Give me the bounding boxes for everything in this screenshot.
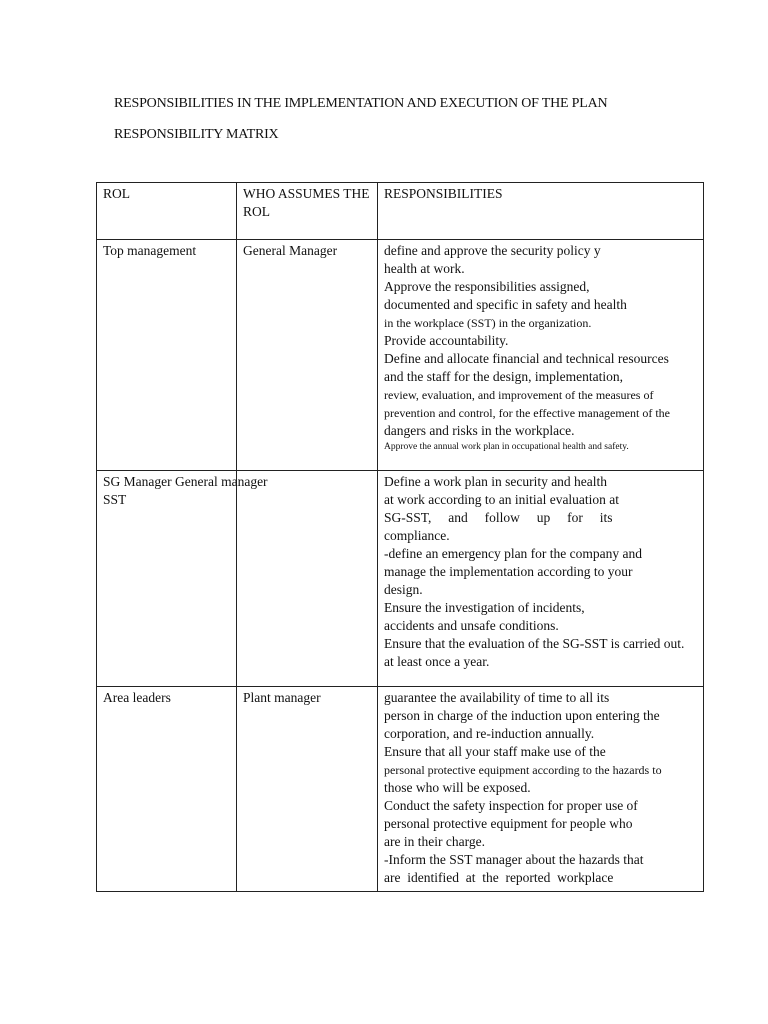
responsibility-line: personal protective equipment for people who (384, 816, 633, 831)
table-row (97, 687, 704, 892)
row-who-cell (237, 471, 378, 687)
header-role (97, 183, 237, 240)
row-role-cell (97, 240, 237, 471)
responsibility-line: -Inform the SST manager about the hazards that (384, 852, 644, 867)
responsibility-line: Define and allocate financial and technical resources (384, 351, 669, 366)
header-responsibilities (378, 183, 704, 240)
responsibility-line: Conduct the safety inspection for proper use of (384, 798, 638, 813)
row-who: Plant manager (243, 690, 321, 705)
responsibility-line: SG-SST, and follow up for its (384, 510, 613, 525)
row-responsibilities-cell (378, 687, 704, 892)
row-role-cell (97, 471, 268, 687)
table-row (97, 471, 704, 687)
responsibility-line: health at work. (384, 261, 465, 276)
document-subtitle: RESPONSIBILITY MATRIX (114, 127, 279, 142)
responsibility-line: at least once a year. (384, 654, 490, 669)
row-responsibilities-cell (378, 471, 704, 687)
responsibility-line: corporation, and re-induction annually. (384, 726, 595, 741)
responsibility-line: in the workplace (SST) in the organization. (384, 316, 592, 330)
responsibility-line: define and approve the security policy y (384, 243, 601, 258)
responsibility-line: review, evaluation, and improvement of the measures of (384, 388, 654, 402)
responsibility-line: dangers and risks in the workplace. (384, 423, 575, 438)
responsibility-line: person in charge of the induction upon entering the (384, 708, 660, 723)
header-who (237, 183, 378, 240)
header-responsibilities-label: RESPONSIBILITIES (384, 186, 503, 201)
responsibility-line: compliance. (384, 528, 450, 543)
responsibility-line: documented and specific in safety and health (384, 297, 627, 312)
header-who-label: WHO ASSUMES THE ROL (243, 186, 370, 219)
responsibility-line: are identified at the reported workplace (384, 870, 614, 885)
row-who-cell (237, 687, 378, 892)
responsibility-line: prevention and control, for the effective management of the (384, 406, 670, 420)
row-role: Area leaders (103, 690, 171, 705)
responsibility-matrix-table (96, 182, 704, 892)
responsibility-line: are in their charge. (384, 834, 485, 849)
row-responsibilities-cell (378, 240, 704, 471)
responsibility-line: Approve the annual work plan in occupational health and safety. (384, 442, 629, 452)
table-row (97, 240, 704, 471)
row-role: SG Manager General manager SST (103, 474, 268, 507)
header-role-label: ROL (103, 186, 130, 201)
responsibility-line: Provide accountability. (384, 333, 509, 348)
responsibility-line: Ensure that the evaluation of the SG-SST is carried out. (384, 636, 685, 651)
responsibility-line: those who will be exposed. (384, 780, 531, 795)
responsibility-line: Ensure the investigation of incidents, (384, 600, 585, 615)
responsibility-line: guarantee the availability of time to all its (384, 690, 610, 705)
responsibility-line: accidents and unsafe conditions. (384, 618, 559, 633)
document-title: RESPONSIBILITIES IN THE IMPLEMENTATION AND EXECUTION OF THE PLAN (114, 96, 608, 111)
responsibility-line: Define a work plan in security and health (384, 474, 608, 489)
responsibility-line: personal protective equipment according to the hazards to (384, 763, 662, 777)
row-who: General Manager (243, 243, 338, 258)
responsibility-line: and the staff for the design, implementation, (384, 369, 623, 384)
row-role-cell (97, 687, 237, 892)
responsibility-line: -define an emergency plan for the company and (384, 546, 643, 561)
responsibility-line: Ensure that all your staff make use of the (384, 744, 606, 759)
responsibility-line: design. (384, 582, 423, 597)
row-who-cell (237, 240, 378, 471)
table-header-row (97, 183, 704, 240)
responsibility-line: manage the implementation according to your (384, 564, 633, 579)
responsibility-line: Approve the responsibilities assigned, (384, 279, 590, 294)
row-role: Top management (103, 243, 197, 258)
responsibility-line: at work according to an initial evaluation at (384, 492, 620, 507)
